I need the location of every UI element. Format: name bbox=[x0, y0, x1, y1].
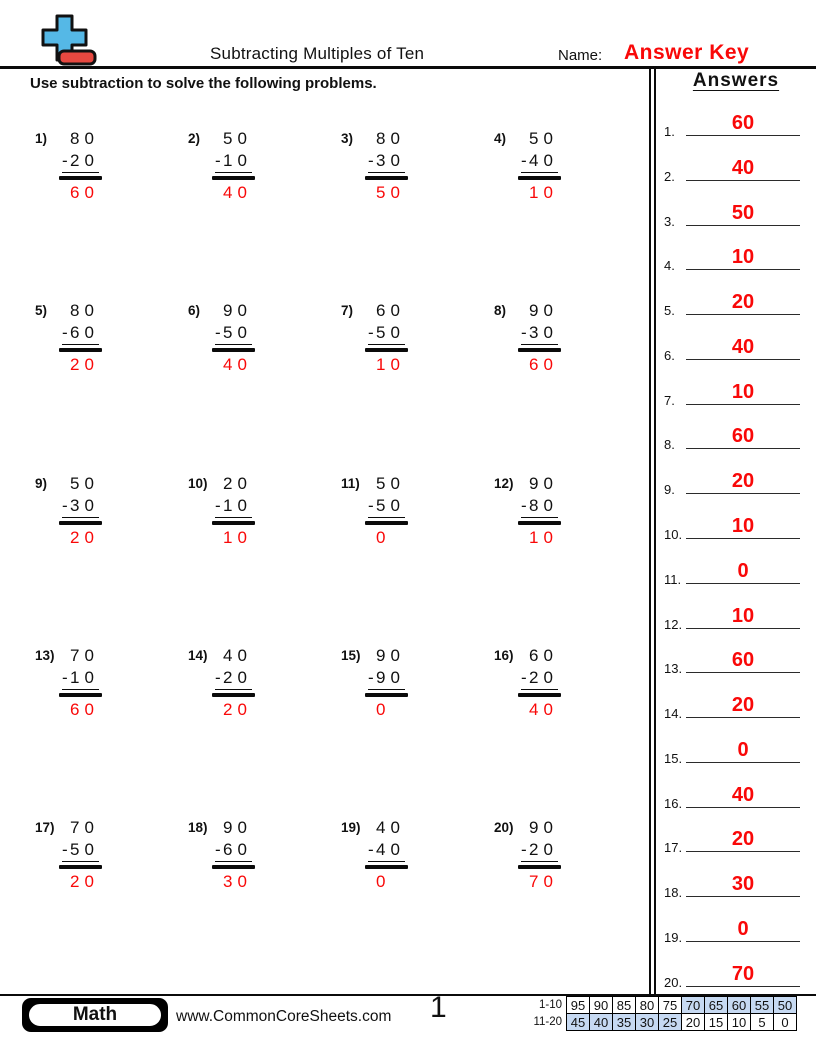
problem-answer: 60 bbox=[70, 699, 99, 719]
subtraction-problem bbox=[188, 300, 318, 376]
answer-item bbox=[656, 103, 812, 139]
answer-key-label: Answer Key bbox=[624, 41, 750, 64]
minus-sign: - bbox=[215, 323, 221, 342]
minus-sign: - bbox=[368, 496, 374, 515]
subtraction-problem bbox=[188, 128, 318, 204]
minuend: 80 bbox=[376, 129, 405, 148]
problem-body bbox=[368, 645, 405, 721]
grading-scale-cell: 15 bbox=[705, 1014, 728, 1031]
answers-title: Answers bbox=[692, 70, 780, 91]
subtrahend-row bbox=[62, 150, 99, 173]
answer-line bbox=[686, 872, 800, 897]
subtrahend-row bbox=[521, 495, 558, 518]
problem-body bbox=[368, 300, 405, 376]
page-number: 1 bbox=[430, 991, 447, 1024]
problem-answer: 10 bbox=[223, 527, 252, 547]
grading-scale-cell: 40 bbox=[590, 1014, 613, 1031]
answer-item bbox=[656, 864, 812, 900]
problem-body bbox=[62, 645, 99, 721]
subtrahend-row bbox=[521, 667, 558, 690]
answer-value: 60 bbox=[731, 425, 755, 447]
equals-bar bbox=[212, 865, 255, 869]
problem-number: 14) bbox=[188, 648, 208, 663]
problem-number: 18) bbox=[188, 820, 208, 835]
problem-answer: 0 bbox=[376, 871, 391, 891]
problem-answer: 20 bbox=[70, 527, 99, 547]
subtrahend: 30 bbox=[529, 323, 558, 342]
problem-answer: 40 bbox=[529, 699, 558, 719]
subtraction-problem bbox=[494, 645, 624, 721]
subtrahend: 10 bbox=[223, 151, 252, 170]
answer-value: 0 bbox=[737, 739, 749, 761]
answer-value: 40 bbox=[731, 157, 755, 179]
name-label: Name: bbox=[558, 47, 603, 64]
grading-scale-cell: 60 bbox=[728, 997, 751, 1014]
minuend: 60 bbox=[376, 301, 405, 320]
minuend: 50 bbox=[376, 474, 405, 493]
problem-number: 10) bbox=[188, 476, 208, 491]
answer-number: 19. bbox=[664, 930, 683, 945]
equals-bar bbox=[212, 348, 255, 352]
minus-sign: - bbox=[215, 496, 221, 515]
minuend: 80 bbox=[70, 129, 99, 148]
minuend: 40 bbox=[376, 818, 405, 837]
minus-sign: - bbox=[368, 840, 374, 859]
answer-item bbox=[656, 416, 812, 452]
subtrahend-row bbox=[368, 150, 405, 173]
problem-body bbox=[215, 817, 252, 893]
subtraction-problem bbox=[341, 128, 471, 204]
answer-number: 1. bbox=[664, 124, 675, 139]
answer-item bbox=[656, 551, 812, 587]
minus-sign: - bbox=[521, 840, 527, 859]
answer-value: 10 bbox=[731, 605, 755, 627]
equals-bar bbox=[59, 521, 102, 525]
problem-answer: 60 bbox=[529, 354, 558, 374]
minuend: 90 bbox=[376, 646, 405, 665]
problem-body bbox=[521, 817, 558, 893]
minuend: 70 bbox=[70, 646, 99, 665]
problem-answer: 0 bbox=[376, 699, 391, 719]
subtrahend-row bbox=[521, 839, 558, 862]
minuend: 50 bbox=[223, 129, 252, 148]
equals-bar bbox=[59, 176, 102, 180]
problem-answer: 10 bbox=[376, 354, 405, 374]
problem-answer: 0 bbox=[376, 527, 391, 547]
subtrahend: 50 bbox=[70, 840, 99, 859]
answer-item bbox=[656, 596, 812, 632]
problem-number: 6) bbox=[188, 303, 201, 318]
answer-line bbox=[686, 380, 800, 405]
answer-line bbox=[686, 693, 800, 718]
equals-bar bbox=[365, 693, 408, 697]
subtrahend-row bbox=[215, 495, 252, 518]
page-title: Subtracting Multiples of Ten bbox=[210, 44, 425, 63]
subject-badge bbox=[22, 998, 168, 1032]
problem-answer: 20 bbox=[223, 699, 252, 719]
equals-bar bbox=[212, 521, 255, 525]
grading-scale-cell: 75 bbox=[659, 997, 682, 1014]
subtrahend-row bbox=[368, 495, 405, 518]
grading-scale-cell: 35 bbox=[613, 1014, 636, 1031]
answer-number: 18. bbox=[664, 885, 683, 900]
grading-scale-cell: 5 bbox=[751, 1014, 774, 1031]
grading-scale-cell: 20 bbox=[682, 1014, 705, 1031]
problem-body bbox=[368, 473, 405, 549]
grading-scale-cell: 30 bbox=[636, 1014, 659, 1031]
grading-scale-cell: 95 bbox=[567, 997, 590, 1014]
problem-body bbox=[215, 645, 252, 721]
subtrahend-row bbox=[215, 150, 252, 173]
grading-scale-cell: 45 bbox=[567, 1014, 590, 1031]
answer-line bbox=[686, 245, 800, 270]
subtrahend: 10 bbox=[70, 668, 99, 687]
grading-scale-cell: 80 bbox=[636, 997, 659, 1014]
subtrahend-row bbox=[521, 322, 558, 345]
answer-value: 10 bbox=[731, 515, 755, 537]
answer-number: 5. bbox=[664, 303, 675, 318]
answer-item bbox=[656, 640, 812, 676]
subtraction-problem bbox=[494, 817, 624, 893]
subtraction-problem bbox=[35, 128, 165, 204]
answer-value: 60 bbox=[731, 112, 755, 134]
answer-line bbox=[686, 827, 800, 852]
answer-line bbox=[686, 424, 800, 449]
subtrahend: 60 bbox=[223, 840, 252, 859]
subtraction-problem bbox=[35, 645, 165, 721]
equals-bar bbox=[518, 865, 561, 869]
answer-number: 4. bbox=[664, 258, 675, 273]
minus-sign: - bbox=[521, 323, 527, 342]
problem-number: 13) bbox=[35, 648, 55, 663]
answer-number: 16. bbox=[664, 796, 683, 811]
subtrahend: 50 bbox=[376, 323, 405, 342]
answer-item bbox=[656, 461, 812, 497]
minuend: 90 bbox=[529, 818, 558, 837]
subtrahend-row bbox=[521, 150, 558, 173]
minuend: 90 bbox=[529, 301, 558, 320]
subtraction-problem bbox=[494, 128, 624, 204]
equals-bar bbox=[518, 521, 561, 525]
subtraction-problem bbox=[188, 473, 318, 549]
answer-value: 10 bbox=[731, 381, 755, 403]
answer-line bbox=[686, 783, 800, 808]
problem-body bbox=[368, 128, 405, 204]
problem-body bbox=[62, 300, 99, 376]
equals-bar bbox=[365, 521, 408, 525]
answer-number: 12. bbox=[664, 617, 683, 632]
answer-item bbox=[656, 327, 812, 363]
grading-scale-cell: 55 bbox=[751, 997, 774, 1014]
answer-number: 20. bbox=[664, 975, 683, 990]
answer-number: 3. bbox=[664, 214, 675, 229]
subtrahend-row bbox=[368, 322, 405, 345]
problem-number: 4) bbox=[494, 131, 507, 146]
answer-item bbox=[656, 506, 812, 542]
answer-value: 0 bbox=[737, 560, 749, 582]
subtraction-problem bbox=[341, 300, 471, 376]
subject-badge-label: Math bbox=[27, 1002, 163, 1028]
grading-scale-cell: 25 bbox=[659, 1014, 682, 1031]
minus-sign: - bbox=[62, 668, 68, 687]
problem-body bbox=[215, 128, 252, 204]
answer-value: 20 bbox=[731, 291, 755, 313]
grading-scale-cell: 85 bbox=[613, 997, 636, 1014]
answer-value: 40 bbox=[731, 784, 755, 806]
grading-scale-row bbox=[530, 1014, 797, 1031]
equals-bar bbox=[365, 865, 408, 869]
minus-sign: - bbox=[62, 323, 68, 342]
problem-body bbox=[62, 817, 99, 893]
problem-number: 5) bbox=[35, 303, 48, 318]
subtrahend: 50 bbox=[376, 496, 405, 515]
problem-body bbox=[215, 473, 252, 549]
problem-number: 17) bbox=[35, 820, 55, 835]
problem-number: 16) bbox=[494, 648, 514, 663]
answer-line bbox=[686, 156, 800, 181]
problem-number: 3) bbox=[341, 131, 354, 146]
problem-answer: 20 bbox=[70, 871, 99, 891]
answer-line bbox=[686, 201, 800, 226]
answer-number: 10. bbox=[664, 527, 683, 542]
problem-body bbox=[521, 300, 558, 376]
grading-scale-cell: 0 bbox=[774, 1014, 797, 1031]
answer-item bbox=[656, 148, 812, 184]
problem-answer: 20 bbox=[70, 354, 99, 374]
answer-line bbox=[686, 917, 800, 942]
minus-sign: - bbox=[215, 840, 221, 859]
answer-item bbox=[656, 372, 812, 408]
minuend: 70 bbox=[70, 818, 99, 837]
minus-sign: - bbox=[62, 496, 68, 515]
subtraction-problem bbox=[341, 817, 471, 893]
minuend: 80 bbox=[70, 301, 99, 320]
equals-bar bbox=[365, 176, 408, 180]
subtraction-problem bbox=[35, 817, 165, 893]
problem-body bbox=[62, 473, 99, 549]
minus-sign: - bbox=[368, 668, 374, 687]
subtrahend-row bbox=[62, 667, 99, 690]
problem-answer: 10 bbox=[529, 527, 558, 547]
subtrahend-row bbox=[368, 667, 405, 690]
minus-sign: - bbox=[368, 151, 374, 170]
minuend: 90 bbox=[223, 301, 252, 320]
equals-bar bbox=[212, 176, 255, 180]
answer-value: 30 bbox=[731, 873, 755, 895]
answer-item bbox=[656, 730, 812, 766]
answer-line bbox=[686, 738, 800, 763]
problem-number: 11) bbox=[341, 476, 360, 491]
answers-divider bbox=[649, 68, 656, 995]
minus-sign: - bbox=[215, 668, 221, 687]
equals-bar bbox=[365, 348, 408, 352]
subtrahend-row bbox=[215, 839, 252, 862]
subtrahend-row bbox=[215, 322, 252, 345]
subtrahend: 90 bbox=[376, 668, 405, 687]
answer-value: 20 bbox=[731, 470, 755, 492]
problem-number: 9) bbox=[35, 476, 48, 491]
answer-number: 7. bbox=[664, 393, 675, 408]
answer-value: 20 bbox=[731, 828, 755, 850]
grading-scale-cell: 70 bbox=[682, 997, 705, 1014]
answer-number: 6. bbox=[664, 348, 675, 363]
answer-value: 20 bbox=[731, 694, 755, 716]
equals-bar bbox=[59, 693, 102, 697]
subtrahend-row bbox=[62, 495, 99, 518]
problem-answer: 40 bbox=[223, 354, 252, 374]
answer-number: 17. bbox=[664, 840, 683, 855]
subtrahend: 40 bbox=[529, 151, 558, 170]
answer-number: 14. bbox=[664, 706, 683, 721]
subtrahend: 20 bbox=[529, 840, 558, 859]
answer-value: 70 bbox=[731, 963, 755, 985]
problem-body bbox=[368, 817, 405, 893]
grading-scale-row bbox=[530, 997, 797, 1014]
problem-answer: 50 bbox=[376, 182, 405, 202]
minus-sign: - bbox=[521, 496, 527, 515]
minuend: 50 bbox=[70, 474, 99, 493]
answer-item bbox=[656, 685, 812, 721]
minuend: 50 bbox=[529, 129, 558, 148]
grading-scale-range-label: 1-10 bbox=[538, 999, 562, 1011]
minus-sign: - bbox=[215, 151, 221, 170]
grading-scale-cell: 50 bbox=[774, 997, 797, 1014]
equals-bar bbox=[59, 865, 102, 869]
minus-sign: - bbox=[62, 840, 68, 859]
problem-body bbox=[62, 128, 99, 204]
equals-bar bbox=[518, 693, 561, 697]
subtrahend-row bbox=[215, 667, 252, 690]
minuend: 90 bbox=[529, 474, 558, 493]
instruction-text: Use subtraction to solve the following problems. bbox=[30, 75, 377, 92]
subtraction-problem bbox=[341, 473, 471, 549]
problem-number: 12) bbox=[494, 476, 514, 491]
problem-number: 8) bbox=[494, 303, 507, 318]
subtraction-problem bbox=[494, 300, 624, 376]
grading-scale-cell: 65 bbox=[705, 997, 728, 1014]
subtrahend: 20 bbox=[529, 668, 558, 687]
answer-number: 15. bbox=[664, 751, 683, 766]
subtraction-problem bbox=[494, 473, 624, 549]
answer-item bbox=[656, 909, 812, 945]
answer-value: 0 bbox=[737, 918, 749, 940]
answer-item bbox=[656, 237, 812, 273]
answer-line bbox=[686, 111, 800, 136]
subtraction-problem bbox=[341, 645, 471, 721]
minus-sign: - bbox=[521, 151, 527, 170]
answer-line bbox=[686, 559, 800, 584]
subtraction-problem bbox=[35, 473, 165, 549]
grading-scale-cell: 90 bbox=[590, 997, 613, 1014]
subtrahend: 20 bbox=[70, 151, 99, 170]
equals-bar bbox=[59, 348, 102, 352]
answer-value: 40 bbox=[731, 336, 755, 358]
subtrahend: 20 bbox=[223, 668, 252, 687]
answer-number: 9. bbox=[664, 482, 675, 497]
answer-line bbox=[686, 290, 800, 315]
answer-line bbox=[686, 335, 800, 360]
website-url: www.CommonCoreSheets.com bbox=[176, 1008, 392, 1025]
answer-item bbox=[656, 954, 812, 990]
problem-answer: 70 bbox=[529, 871, 558, 891]
problem-body bbox=[521, 128, 558, 204]
subtrahend: 30 bbox=[376, 151, 405, 170]
problem-number: 1) bbox=[35, 131, 48, 146]
subtrahend: 60 bbox=[70, 323, 99, 342]
subtrahend-row bbox=[62, 322, 99, 345]
subtrahend: 30 bbox=[70, 496, 99, 515]
problem-number: 20) bbox=[494, 820, 514, 835]
problem-number: 7) bbox=[341, 303, 354, 318]
answer-line bbox=[686, 648, 800, 673]
subtrahend: 80 bbox=[529, 496, 558, 515]
problem-number: 15) bbox=[341, 648, 361, 663]
subtraction-problem bbox=[188, 817, 318, 893]
problem-body bbox=[521, 473, 558, 549]
grading-scale-cell: 10 bbox=[728, 1014, 751, 1031]
subtraction-problem bbox=[35, 300, 165, 376]
grading-scale-table bbox=[530, 996, 797, 1031]
subtrahend-row bbox=[368, 839, 405, 862]
answer-item bbox=[656, 819, 812, 855]
answer-line bbox=[686, 962, 800, 987]
problem-answer: 10 bbox=[529, 182, 558, 202]
minuend: 20 bbox=[223, 474, 252, 493]
problem-number: 19) bbox=[341, 820, 361, 835]
minus-sign: - bbox=[521, 668, 527, 687]
problem-body bbox=[521, 645, 558, 721]
answer-number: 13. bbox=[664, 661, 683, 676]
subtrahend-row bbox=[62, 839, 99, 862]
problem-answer: 30 bbox=[223, 871, 252, 891]
answer-value: 10 bbox=[731, 246, 755, 268]
answer-item bbox=[656, 282, 812, 318]
subtrahend: 40 bbox=[376, 840, 405, 859]
answer-line bbox=[686, 469, 800, 494]
subtrahend: 10 bbox=[223, 496, 252, 515]
equals-bar bbox=[518, 348, 561, 352]
minuend: 90 bbox=[223, 818, 252, 837]
minuend: 60 bbox=[529, 646, 558, 665]
subtrahend: 50 bbox=[223, 323, 252, 342]
problem-body bbox=[215, 300, 252, 376]
minus-sign: - bbox=[368, 323, 374, 342]
problem-answer: 40 bbox=[223, 182, 252, 202]
subtraction-problem bbox=[188, 645, 318, 721]
equals-bar bbox=[212, 693, 255, 697]
answer-item bbox=[656, 193, 812, 229]
answer-item bbox=[656, 775, 812, 811]
answer-line bbox=[686, 604, 800, 629]
answer-number: 2. bbox=[664, 169, 675, 184]
answer-number: 11. bbox=[664, 572, 682, 587]
minus-sign: - bbox=[62, 151, 68, 170]
grading-scale-range-label: 11-20 bbox=[533, 1016, 562, 1028]
answer-value: 60 bbox=[731, 649, 755, 671]
minuend: 40 bbox=[223, 646, 252, 665]
answer-number: 8. bbox=[664, 437, 675, 452]
answer-value: 50 bbox=[731, 202, 755, 224]
equals-bar bbox=[518, 176, 561, 180]
answer-line bbox=[686, 514, 800, 539]
problem-number: 2) bbox=[188, 131, 201, 146]
problem-answer: 60 bbox=[70, 182, 99, 202]
